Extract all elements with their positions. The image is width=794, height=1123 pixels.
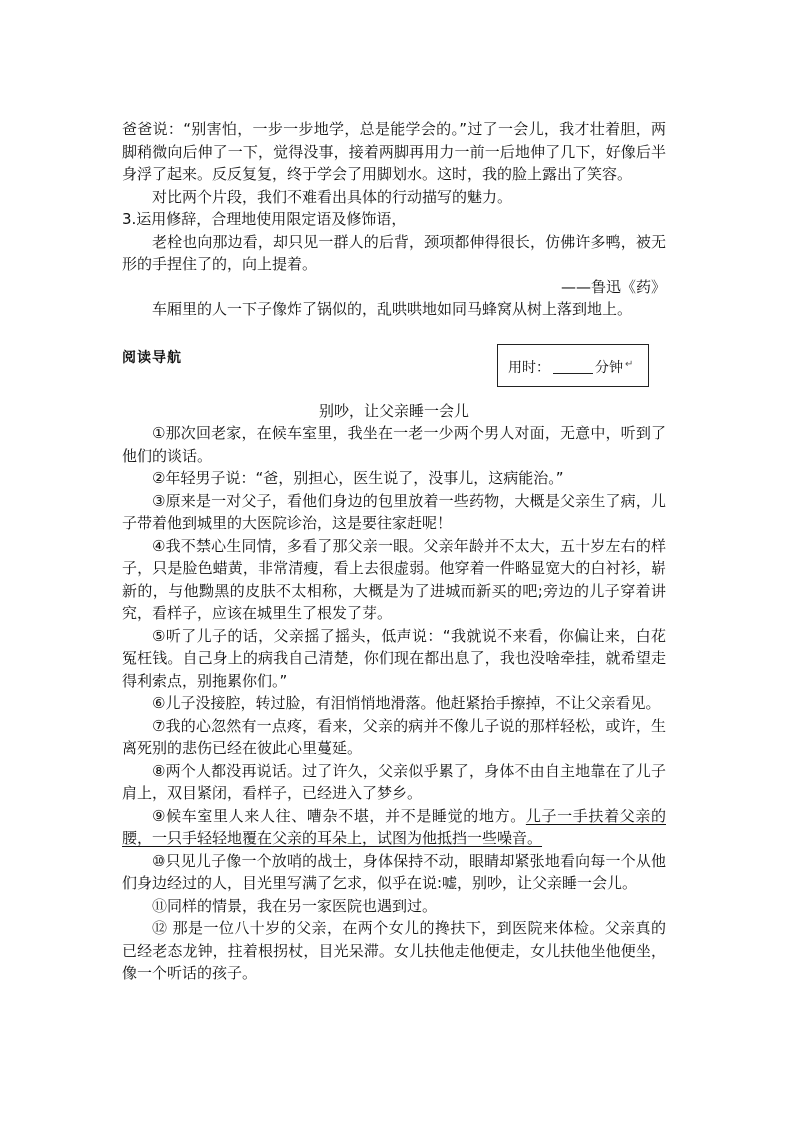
story-paragraph-8: ⑧两个人都没再说话。过了许久，父亲似乎累了，身体不由自主地靠在了儿子肩上，双目紧闭，看样子，已经进入了梦乡。 bbox=[122, 761, 666, 802]
time-used-label: 用时： bbox=[508, 360, 550, 376]
story-paragraph-5: ⑤听了儿子的话，父亲摇了摇头，低声说：“我就说不来看，你偏让来，白花冤枉钱。自己身上的病我自己清楚，你们现在都出息了，我也没啥牵挂，就希望走得利索点，别拖累你们。” bbox=[122, 626, 666, 690]
story-paragraph-9 bbox=[122, 805, 666, 850]
story-body bbox=[122, 422, 666, 985]
paragraph-return-icon: ↵ bbox=[625, 359, 634, 370]
time-used-blank[interactable] bbox=[553, 357, 593, 374]
time-used-box bbox=[497, 344, 649, 387]
rhetoric-heading: 3.运用修辞，合理地使用限定语及修饰语， bbox=[122, 210, 407, 228]
story-paragraph-9-text: ⑨候车室里人来人往、嘈杂不堪，并不是睡觉的地方。 bbox=[152, 806, 526, 825]
excerpt-laoshuan: 老栓也向那边看，却只见一群人的后背，颈项都伸得很长，仿佛许多鸭，被无形的手捏住了的，向上提着。 bbox=[122, 232, 666, 273]
story-paragraph-4: ④我不禁心生同情，多看了那父亲一眼。父亲年龄并不太大，五十岁左右的样子，只是脸色蜡黄，非常清瘦，看上去很虚弱。他穿着一件略显宽大的白衬衫，崭新的，与他黝黑的皮肤不太相称，大概是为了进城而新买的吧;旁边的儿子穿着讲究，看样子，应该在城里生了根发了芽。 bbox=[122, 536, 666, 622]
reading-guide-heading: 阅读导航 bbox=[122, 350, 182, 366]
excerpt-carriage: 车厢里的人一下子像炸了锅似的，乱哄哄地如同马蜂窝从树上落到地上。 bbox=[152, 300, 633, 318]
story-paragraph-7: ⑦我的心忽然有一点疼，看来，父亲的病并不像儿子说的那样轻松，或许，生离死别的悲伤已经在彼此心里蔓延。 bbox=[122, 716, 666, 757]
quote-attribution: ——鲁迅《药》 bbox=[560, 277, 666, 296]
story-paragraph-11: ⑪同样的情景，我在另一家医院也遇到过。 bbox=[152, 896, 438, 915]
underlined-sentence: 儿子一手扶着父亲的腰，一只手轻轻地覆在父亲的耳朵上，试图为他抵挡一些噪音。 bbox=[122, 806, 666, 847]
story-paragraph-12: ⑫ 那是一位八十岁的父亲，在两个女儿的搀扶下，到医院来体检。父亲真的已经老态龙钟，拄着根拐杖，目光呆滞。女儿扶他走他便走，女儿扶他坐他便坐，像一个听话的孩子。 bbox=[122, 919, 666, 982]
upper-section bbox=[122, 118, 666, 321]
excerpt-father-swimming: 爸爸说：“别害怕，一步一步地学，总是能学会的。”过了一会儿，我才壮着胆，两脚稍微向后伸了一下，觉得没事，接着两脚再用力一前一后地伸了几下，好像后半身浮了起来。反反复复，终于学会了用脚划水。这时，我的脸上露出了笑容。 bbox=[122, 120, 666, 183]
story-paragraph-1: ①那次回老家，在候车室里，我坐在一老一少两个男人对面，无意中，听到了他们的谈话。 bbox=[122, 424, 666, 465]
comparison-note: 对比两个片段，我们不难看出具体的行动描写的魅力。 bbox=[152, 187, 513, 206]
story-paragraph-6: ⑥儿子没接腔，转过脸，有泪悄悄地滑落。他赶紧抬手擦掉，不让父亲看见。 bbox=[152, 694, 661, 712]
story-paragraph-3: ③原来是一对父子，看他们身边的包里放着一些药物，大概是父亲生了病，儿子带着他到城里的大医院诊治，这是要往家赶呢！ bbox=[122, 491, 666, 532]
story-paragraph-2: ②年轻男子说：“爸，别担心，医生说了，没事儿，这病能治。” bbox=[152, 469, 564, 487]
time-unit-label: 分钟 bbox=[595, 360, 623, 376]
story-paragraph-10: ⑩只见儿子像一个放哨的战士，身体保持不动，眼睛却紧张地看向每一个从他们身边经过的人，目光里写满了乞求，似乎在说:嘘，别吵，让父亲睡一会儿。 bbox=[122, 851, 666, 892]
story-title: 别吵，让父亲睡一会儿 bbox=[318, 402, 469, 420]
